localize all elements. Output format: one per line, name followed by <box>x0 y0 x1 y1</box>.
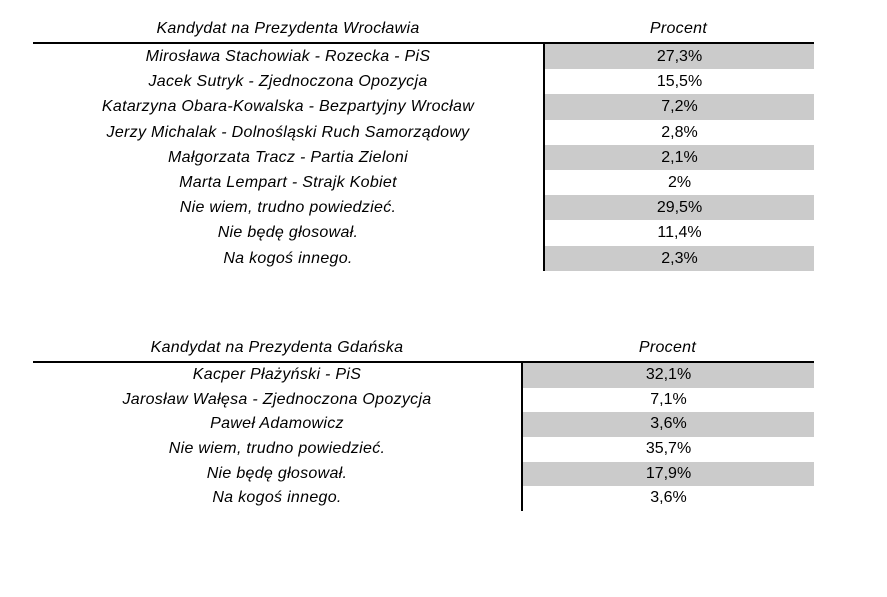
table-row <box>33 437 814 462</box>
table-row <box>33 94 814 119</box>
percent-cell: 2,1% <box>543 145 814 170</box>
percent-cell: 32,1% <box>521 363 814 388</box>
wroclaw-percent-column-header: Procent <box>649 20 708 37</box>
percent-cell: 3,6% <box>521 486 814 511</box>
table-row <box>33 69 814 94</box>
table-row <box>33 388 814 413</box>
percent-cell: 7,1% <box>521 388 814 413</box>
candidate-cell: Mirosława Stachowiak - Rozecka - PiS <box>145 48 431 65</box>
candidate-cell: Nie będę głosował. <box>206 464 348 482</box>
candidate-cell: Jerzy Michalak - Dolnośląski Ruch Samorządowy <box>106 123 470 141</box>
candidate-cell: Nie będę głosował. <box>217 224 359 242</box>
table-row <box>33 412 814 437</box>
gdansk-candidate-column-header: Kandydat na Prezydenta Gdańska <box>150 339 404 356</box>
percent-cell: 15,5% <box>543 69 814 94</box>
table-row <box>33 363 814 388</box>
candidate-cell: Na kogoś innego. <box>212 489 342 507</box>
percent-cell: 2% <box>543 170 814 195</box>
percent-cell: 29,5% <box>543 195 814 220</box>
table-row <box>33 486 814 511</box>
wroclaw-poll-table <box>33 17 814 271</box>
table-row <box>33 462 814 487</box>
wroclaw-candidate-column-header: Kandydat na Prezydenta Wrocławia <box>156 20 420 37</box>
table-row <box>33 44 814 69</box>
percent-cell: 17,9% <box>521 462 814 487</box>
candidate-cell: Nie wiem, trudno powiedzieć. <box>168 440 386 458</box>
candidate-cell: Jarosław Wałęsa - Zjednoczona Opozycja <box>122 390 432 408</box>
percent-cell: 11,4% <box>543 220 814 245</box>
table-row <box>33 195 814 220</box>
candidate-cell: Nie wiem, trudno powiedzieć. <box>179 199 397 217</box>
percent-cell: 7,2% <box>543 94 814 119</box>
gdansk-table-body <box>33 363 814 511</box>
wroclaw-table-header-row <box>33 17 814 44</box>
table-row <box>33 120 814 145</box>
percent-cell: 2,8% <box>543 120 814 145</box>
table-row <box>33 145 814 170</box>
gdansk-poll-table <box>33 336 814 511</box>
candidate-cell: Małgorzata Tracz - Partia Zieloni <box>168 148 408 166</box>
percent-cell: 2,3% <box>543 246 814 271</box>
wroclaw-table-body <box>33 44 814 271</box>
percent-cell: 35,7% <box>521 437 814 462</box>
candidate-cell: Na kogoś innego. <box>223 249 353 267</box>
percent-cell: 27,3% <box>543 44 814 69</box>
candidate-cell: Paweł Adamowicz <box>210 415 344 433</box>
gdansk-table-header-row <box>33 336 814 363</box>
percent-cell: 3,6% <box>521 412 814 437</box>
candidate-cell: Katarzyna Obara-Kowalska - Bezpartyjny Wrocław <box>101 98 475 116</box>
table-row <box>33 170 814 195</box>
candidate-cell: Marta Lempart - Strajk Kobiet <box>179 173 397 191</box>
table-row <box>33 246 814 271</box>
gdansk-percent-column-header: Procent <box>638 339 697 356</box>
table-row <box>33 220 814 245</box>
candidate-cell: Kacper Płażyński - PiS <box>192 366 362 383</box>
candidate-cell: Jacek Sutryk - Zjednoczona Opozycja <box>148 73 428 91</box>
